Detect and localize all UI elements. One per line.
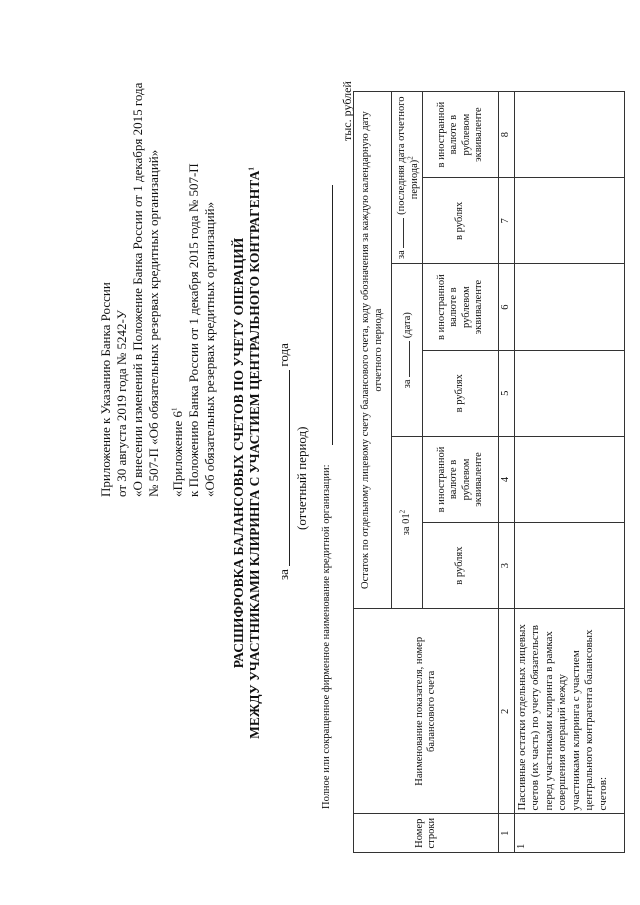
column-number: 7 bbox=[499, 178, 515, 264]
subheader-rubles: в рублях bbox=[423, 178, 499, 264]
column-number: 8 bbox=[499, 92, 515, 178]
column-number: 3 bbox=[499, 523, 515, 609]
preamble-line: № 507-П «Об обязательных резервах кредитных организаций» bbox=[146, 149, 161, 497]
value-cell bbox=[514, 264, 624, 350]
subheader-foreign: в иностранной валюте в рублевом эквиваленте bbox=[423, 92, 499, 178]
subheader-rubles: в рублях bbox=[423, 523, 499, 609]
balance-table bbox=[353, 91, 625, 853]
title-line: МЕЖДУ УЧАСТНИКАМИ КЛИРИНГА С УЧАСТИЕМ ЦЕНТРАЛЬНОГО КОНТРАГЕНТА$^1$ bbox=[247, 167, 262, 739]
annex-block bbox=[170, 163, 218, 497]
date-blank bbox=[399, 341, 410, 377]
period-blank bbox=[277, 370, 290, 566]
header-name: Наименование показателя, номер балансового счета bbox=[354, 609, 499, 814]
value-cell bbox=[514, 178, 624, 264]
annex-line: «Приложение $6^1$ bbox=[170, 407, 185, 497]
subheader-foreign: в иностранной валюте в рублевом эквиваленте bbox=[423, 264, 499, 350]
column-number: 4 bbox=[499, 436, 515, 522]
subheader-foreign: в иностранной валюте в рублевом эквиваленте bbox=[423, 436, 499, 522]
org-name-label: Полное или сокращенное фирменное наименование кредитной организации: bbox=[321, 464, 332, 809]
header-row-number: Номер строки bbox=[354, 814, 499, 853]
units-label: тыс. рублей bbox=[340, 81, 354, 141]
header-balances: Остаток по отдельному лицевому счету балансового счета, коду обозначения за каждую календарную дату отчетного периода bbox=[354, 92, 392, 609]
preamble-line: от 30 августа 2019 года № 5242-У bbox=[114, 309, 129, 497]
column-number-row bbox=[499, 92, 515, 853]
period-line: за года bbox=[276, 343, 291, 580]
value-cell bbox=[514, 92, 624, 178]
title-line: РАСШИФРОВКА БАЛАНСОВЫХ СЧЕТОВ ПО УЧЕТУ ОПЕРАЦИЙ bbox=[231, 237, 246, 669]
org-name-blank bbox=[332, 185, 333, 445]
date-blank bbox=[393, 218, 404, 248]
preamble-block bbox=[98, 83, 162, 497]
preamble-line: «О внесении изменений в Положение Банка России от 1 декабря 2015 года bbox=[130, 82, 145, 497]
column-number: 5 bbox=[499, 350, 515, 436]
value-cell bbox=[514, 350, 624, 436]
annex-line: «Об обязательных резервах кредитных организаций» bbox=[202, 201, 217, 497]
column-number: 2 bbox=[499, 609, 515, 814]
subheader-rubles: в рублях bbox=[423, 350, 499, 436]
preamble-line: Приложение к Указанию Банка России bbox=[98, 282, 113, 497]
column-number: 6 bbox=[499, 264, 515, 350]
header-date-first: за $01^2$ bbox=[392, 436, 423, 608]
header-date-last: за (последняя дата отчетного периода)$^2$ bbox=[392, 92, 423, 264]
row-number: 1 bbox=[514, 814, 624, 853]
document-title bbox=[231, 153, 263, 753]
header-date-middle: за (дата) bbox=[392, 264, 423, 436]
value-cell bbox=[514, 436, 624, 522]
column-number: 1 bbox=[499, 814, 515, 853]
table-row bbox=[514, 92, 624, 853]
annex-line: к Положению Банка России от 1 декабря 2015 года № 507-П bbox=[186, 163, 201, 497]
value-cell bbox=[514, 523, 624, 609]
period-caption: (отчетный период) bbox=[294, 426, 309, 530]
row-name: Пассивные остатки отдельных лицевых счетов (их часть) по учету обязательств перед участниками клиринга в рамках совершения операций между участниками клиринга с участием центрального контрагента балансовых счетов: bbox=[514, 609, 624, 814]
